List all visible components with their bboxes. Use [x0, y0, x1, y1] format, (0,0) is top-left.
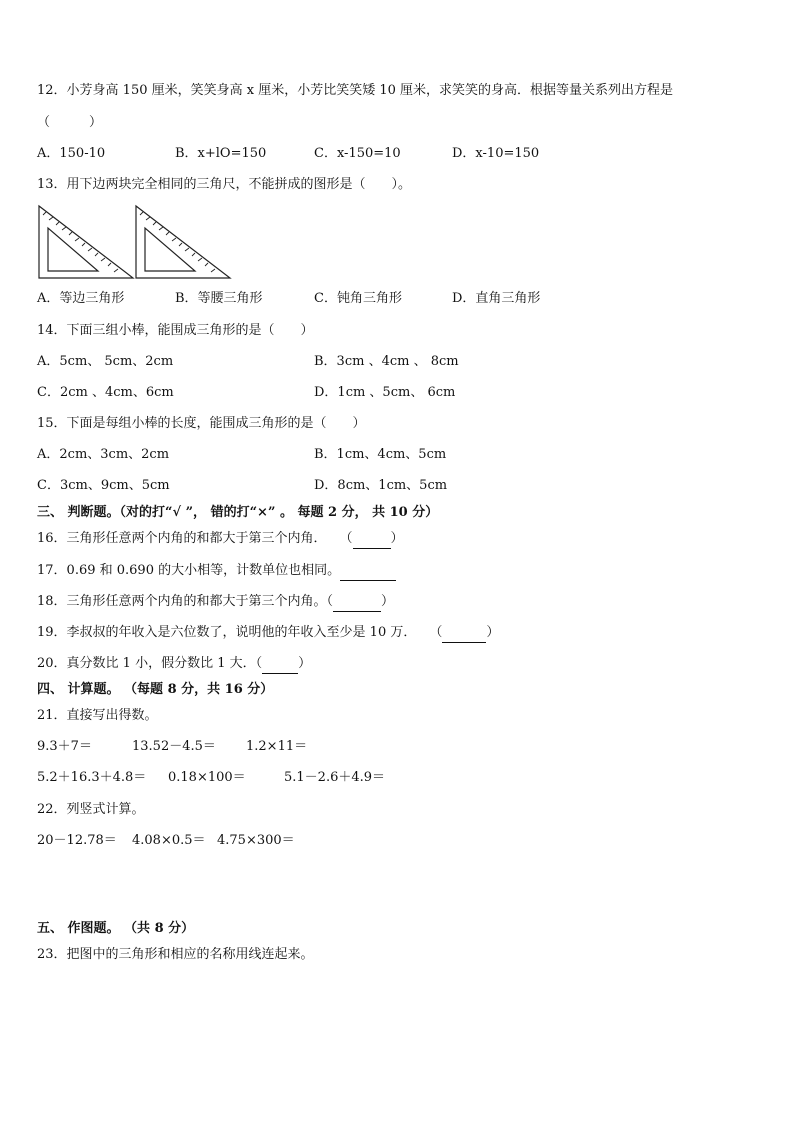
q21-expr-3: 1.2×11＝: [246, 739, 308, 754]
q20-text: 20．真分数比 1 小，假分数比 1 大．（: [37, 656, 263, 671]
q13-option-a: A．等边三角形: [37, 291, 125, 306]
q16-text: 16．三角形任意两个内角的和都大于第三个内角． （: [37, 531, 353, 546]
q14-stem: 14．下面三组小棒，能围成三角形的是（ ）: [37, 323, 314, 338]
q14-option-d: D．1cm 、5cm、 6cm: [314, 385, 456, 400]
q16-answer-blank[interactable]: [353, 530, 391, 549]
q21-expr-2: 13.52－4.5＝: [132, 739, 216, 754]
q17-text: 17．0.69 和 0.690 的大小相等，计数单位也相同。: [37, 563, 341, 578]
q21-expr-5: 0.18×100＝: [168, 770, 246, 785]
q20-close: ）: [298, 656, 312, 671]
q12-option-c: C．x-150=10: [314, 146, 401, 161]
q16-item: [37, 530, 404, 549]
q22-expr-1: 20－12.78＝: [37, 833, 117, 848]
q15-stem: 15．下面是每组小棒的长度，能围成三角形的是（ ）: [37, 416, 366, 431]
set-square-right: [136, 206, 230, 278]
q15-option-a: A．2cm、3cm、2cm: [37, 447, 170, 462]
set-square-left: [39, 206, 133, 278]
q18-close: ）: [381, 594, 395, 609]
q12-paren: （ ）: [37, 115, 103, 130]
q22-expr-3: 4.75×300＝: [217, 833, 295, 848]
q13-stem: 13．用下边两块完全相同的三角尺，不能拼成的图形是（ ）。: [37, 177, 412, 192]
q22-stem: 22．列竖式计算。: [37, 802, 145, 817]
q15-option-b: B．1cm、4cm、5cm: [314, 447, 447, 462]
q14-option-c: C．2cm 、4cm、6cm: [37, 385, 174, 400]
section-4-title: 四、 计算题。 （每题 8 分，共 16 分）: [37, 682, 274, 697]
q20-item: [37, 655, 311, 674]
q12-option-d: D．x-10=150: [452, 146, 540, 161]
q19-text: 19．李叔叔的年收入是六位数了，说明他的年收入至少是 10 万． （: [37, 625, 443, 640]
q18-item: [37, 593, 394, 612]
q19-answer-blank[interactable]: [442, 624, 486, 643]
q21-expr-4: 5.2＋16.3＋4.8＝: [37, 770, 147, 785]
q17-item: [37, 562, 396, 581]
q14-option-a: A．5cm、 5cm、2cm: [37, 354, 174, 369]
q21-stem: 21．直接写出得数。: [37, 708, 158, 723]
q19-close: ）: [486, 625, 500, 640]
q18-text: 18．三角形任意两个内角的和都大于第三个内角。（: [37, 594, 334, 609]
section-5-title: 五、 作图题。 （共 8 分）: [37, 921, 195, 936]
q12-option-a: A．150-10: [37, 146, 106, 161]
q16-close: ）: [390, 531, 404, 546]
q23-stem: 23．把图中的三角形和相应的名称用线连起来。: [37, 947, 314, 962]
q13-option-b: B．等腰三角形: [175, 291, 263, 306]
q17-answer-blank[interactable]: [340, 562, 396, 581]
q13-option-c: C．钝角三角形: [314, 291, 402, 306]
q14-option-b: B．3cm 、4cm 、 8cm: [314, 354, 459, 369]
q21-expr-1: 9.3＋7＝: [37, 739, 92, 754]
q15-option-d: D．8cm、1cm、5cm: [314, 478, 448, 493]
q22-expr-2: 4.08×0.5＝: [132, 833, 206, 848]
q19-item: [37, 624, 499, 643]
set-square-figure: [36, 203, 236, 281]
q15-option-c: C．3cm、9cm、5cm: [37, 478, 170, 493]
q12-stem: 12．小芳身高 150 厘米，笑笑身高 x 厘米，小芳比笑笑矮 10 厘米，求笑笑的身高．根据等量关系列出方程是: [37, 83, 674, 98]
q12-option-b: B．x+lO=150: [175, 146, 267, 161]
q13-option-d: D．直角三角形: [452, 291, 541, 306]
q18-answer-blank[interactable]: [333, 593, 381, 612]
q21-expr-6: 5.1－2.6＋4.9＝: [284, 770, 386, 785]
section-3-title: 三、 判断题。（对的打“√ ”， 错的打“×” 。 每题 2 分， 共 10 分）: [37, 505, 439, 520]
q20-answer-blank[interactable]: [262, 655, 298, 674]
